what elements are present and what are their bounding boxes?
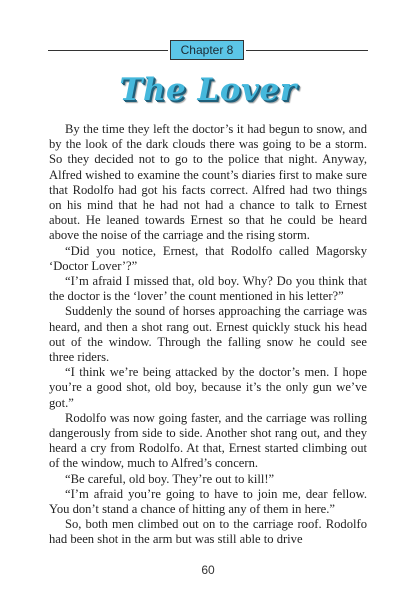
chapter-body — [49, 122, 367, 548]
paragraph: Rodolfo was now going faster, and the carriage was rolling dangerously from side to side. Another shot rang out, and they heard a cry from Rodolfo. At that, Ernest started climbing out of the window, much to Alfred’s concern. — [49, 410, 367, 471]
paragraph: “I think we’re being attacked by the doctor’s men. I hope you’re a good shot, old boy, because it’s the only gun we’ve got.” — [49, 365, 367, 410]
paragraph: So, both men climbed out on to the carriage roof. Rodolfo had been shot in the arm but was still able to drive — [49, 517, 367, 547]
header-rule-left — [48, 50, 168, 51]
paragraph: “Be careful, old boy. They’re out to kill!” — [65, 471, 275, 486]
paragraph: Suddenly the sound of horses approaching the carriage was heard, and then a shot rang out. Ernest quickly stuck his head out of the window. Through the falling snow he could see three riders. — [49, 304, 367, 365]
paragraph: “I’m afraid I missed that, old boy. Why? Do you think that the doctor is the ‘lover’ the count mentioned in his letter?” — [49, 274, 367, 304]
paragraph: “I’m afraid you’re going to have to join me, dear fellow. You don’t stand a chance of hitting any of them in here.” — [49, 486, 367, 517]
page-number: 60 — [201, 563, 215, 577]
paragraph: By the time they left the doctor’s it had begun to snow, and by the look of the dark clouds there was going to be a storm. So they decided not to go to the police that night. Anyway, Alfred wished to examine the count’s diaries first to make sure that Rodolfo had got his facts correct. Alfred had two things on his mind that he had not had a chance to talk to Ernest about. He leaned towards Ernest so that he could be heard above the noise of the carriage and the rising storm. — [49, 122, 367, 243]
chapter-title: The Lover — [119, 72, 297, 108]
chapter-header — [48, 40, 368, 62]
paragraph: “Did you notice, Ernest, that Rodolfo called Magorsky ‘Doctor Lover’?” — [49, 243, 367, 273]
header-rule-right — [246, 50, 368, 51]
chapter-label: Chapter 8 — [170, 40, 244, 60]
